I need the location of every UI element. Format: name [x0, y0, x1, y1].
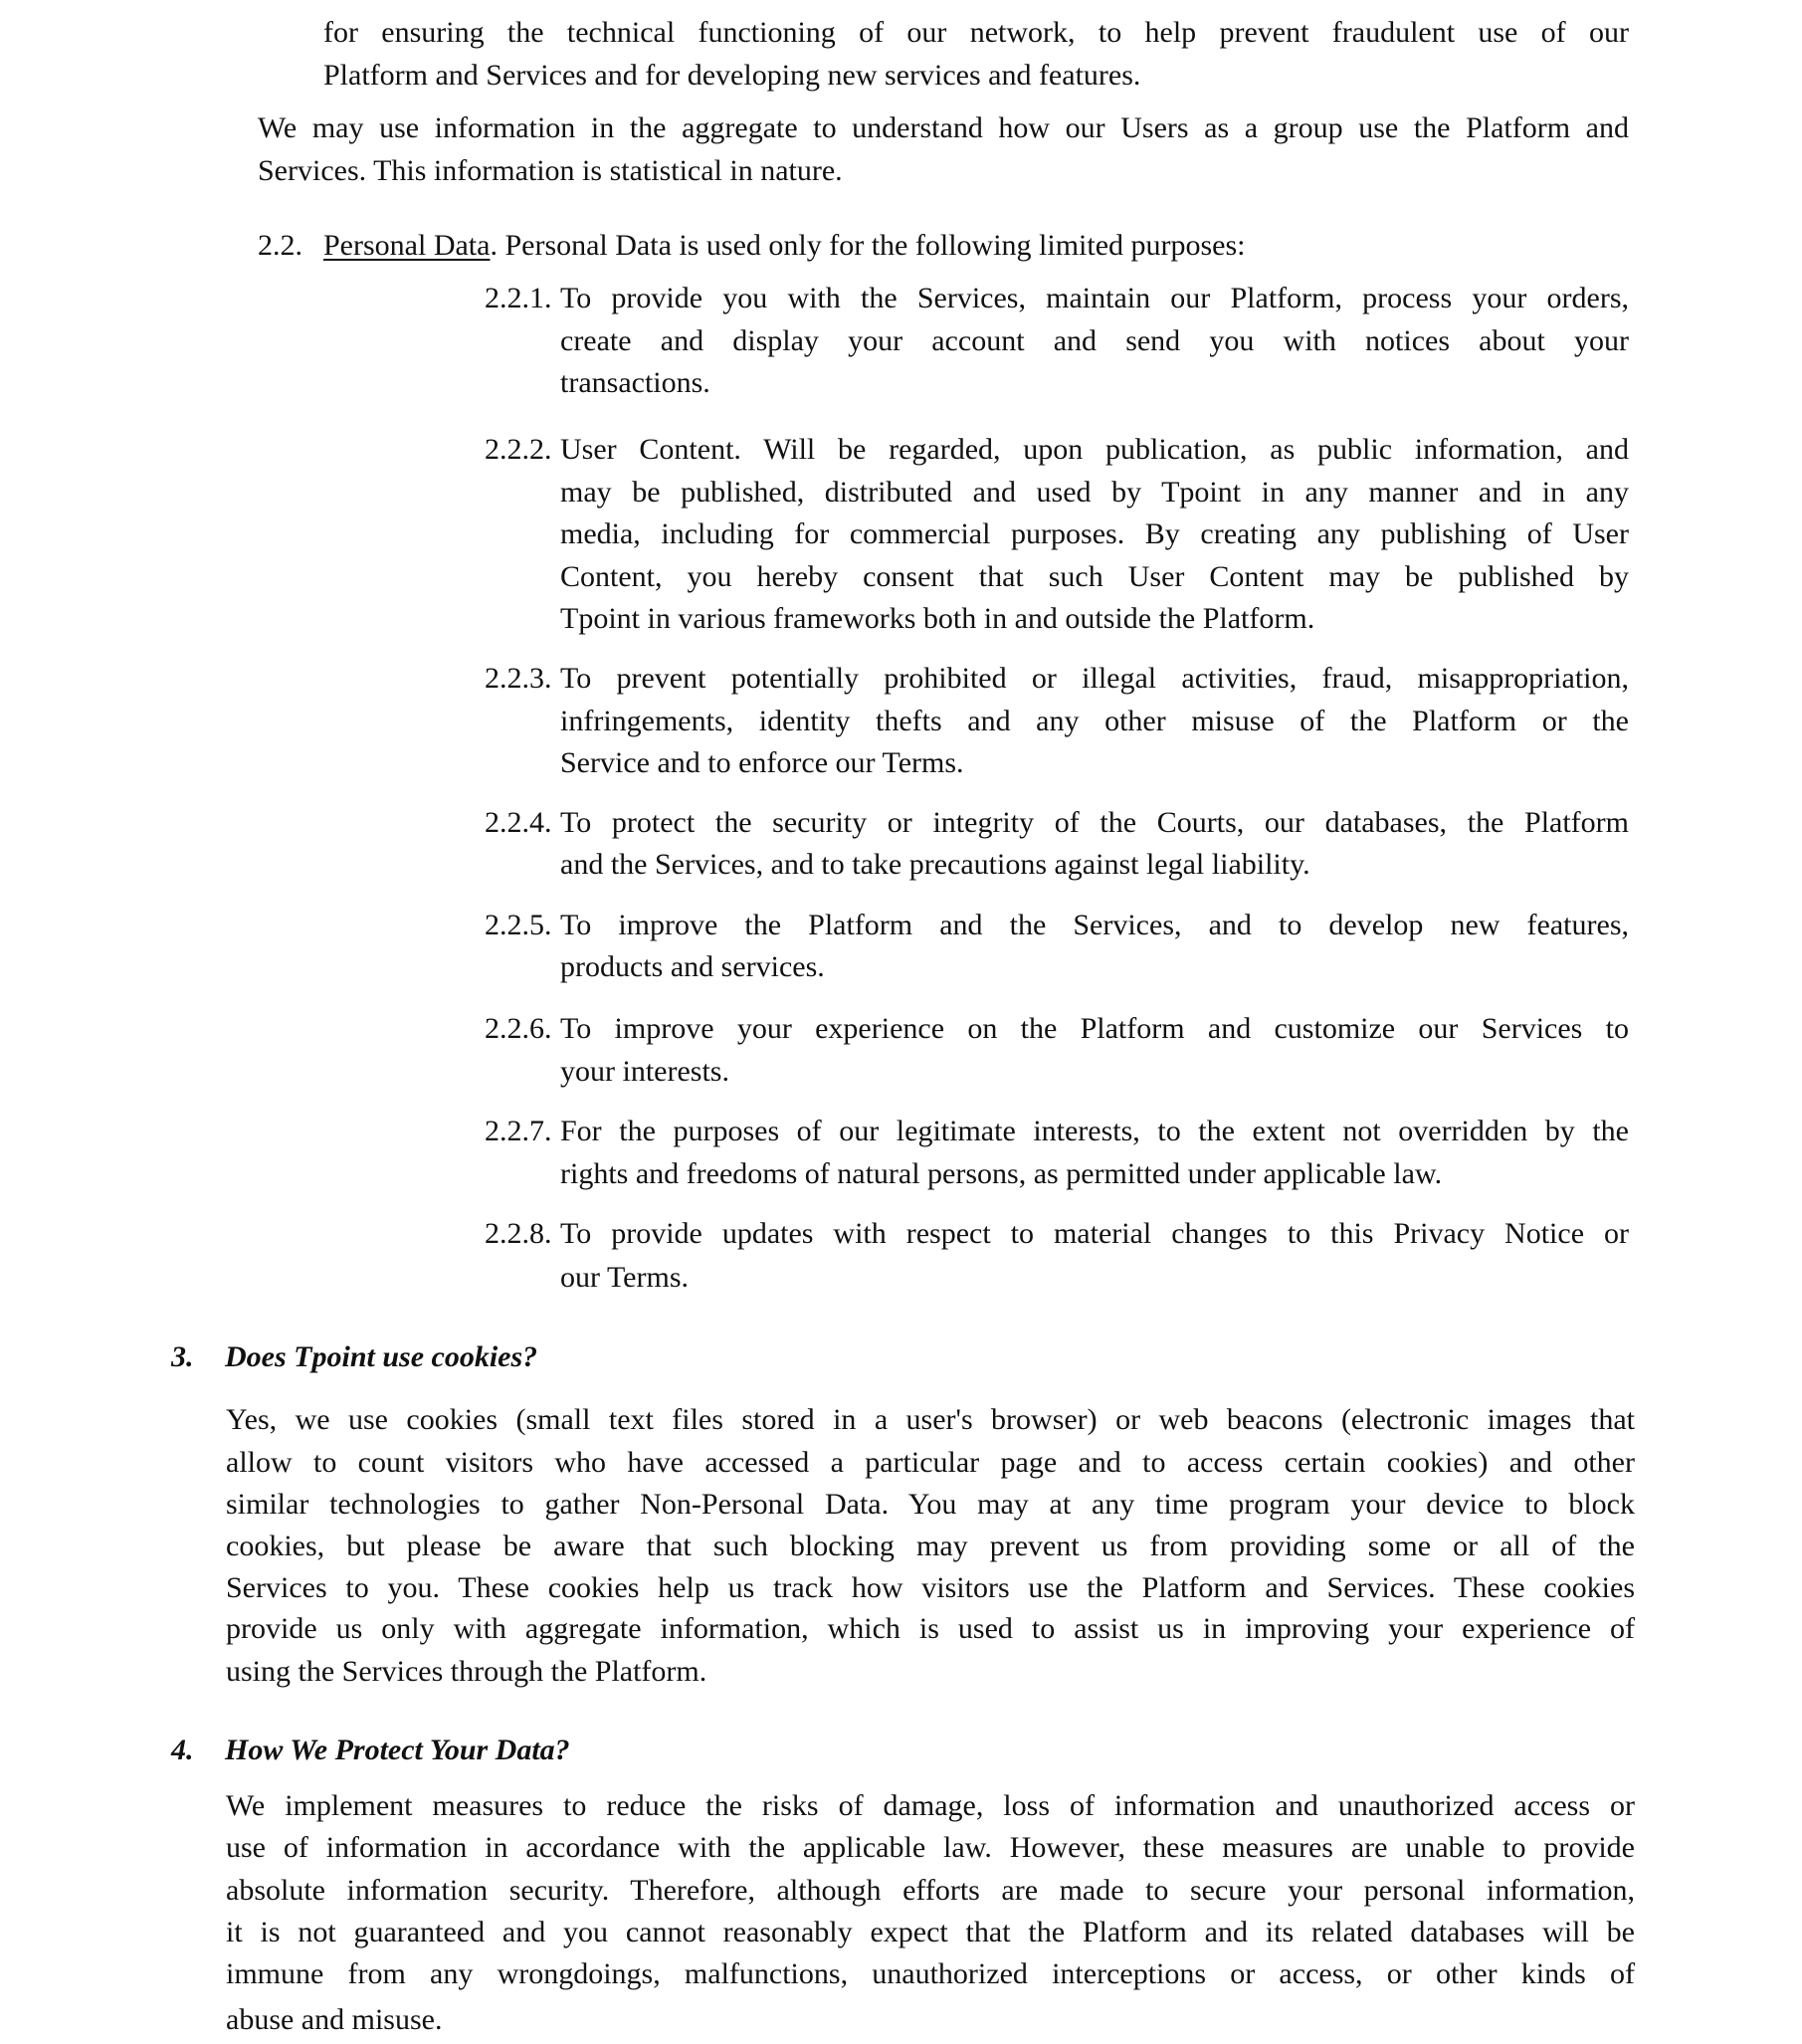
text-line: Content, you hereby consent that such User Content may be published by — [560, 560, 1629, 593]
text-line: your interests. — [560, 1055, 729, 1088]
section-title-personal-data: Personal Data — [323, 229, 491, 262]
text-line: immune from any wrongdoings, malfunctions, unauthorized interceptions or access, or other kinds of — [226, 1957, 1635, 1990]
section-heading: Does Tpoint use cookies? — [225, 1340, 538, 1373]
text-line: cookies, but please be aware that such blocking may prevent us from providing some or all of the — [226, 1530, 1635, 1562]
text-line: User Content. Will be regarded, upon publication, as public information, and — [560, 433, 1629, 466]
text-line: may be published, distributed and used by Tpoint in any manner and in any — [560, 476, 1629, 509]
text-line: infringements, identity thefts and any other misuse of the Platform or the — [560, 705, 1629, 737]
section-number: 2.2. — [258, 229, 302, 262]
text-line: To improve the Platform and the Services, and to develop new features, — [560, 909, 1629, 941]
list-item-number: 2.2.1. — [485, 282, 552, 314]
text-line: it is not guaranteed and you cannot reasonably expect that the Platform and its related databases will be — [226, 1916, 1635, 1948]
section-number: 3. — [171, 1340, 194, 1373]
text-line: media, including for commercial purposes. By creating any publishing of User — [560, 517, 1629, 550]
text-line: Service and to enforce our Terms. — [560, 746, 964, 779]
text-line: To prevent potentially prohibited or illegal activities, fraud, misappropriation, — [560, 662, 1629, 695]
text-line: similar technologies to gather Non-Personal Data. You may at any time program your device to block — [226, 1488, 1635, 1521]
text-line: We may use information in the aggregate to understand how our Users as a group use the Platform and — [258, 111, 1629, 144]
list-item-number: 2.2.2. — [485, 433, 552, 466]
text-line: Tpoint in various frameworks both in and outside the Platform. — [560, 602, 1315, 635]
text-line: for ensuring the technical functioning of our network, to help prevent fraudulent use of our — [323, 16, 1629, 49]
text-line: transactions. — [560, 366, 710, 399]
text-line: To protect the security or integrity of the Courts, our databases, the Platform — [560, 806, 1629, 839]
text-line: products and services. — [560, 950, 825, 983]
text-line: To provide you with the Services, maintain our Platform, process your orders, — [560, 282, 1629, 314]
text-line: For the purposes of our legitimate interests, to the extent not overridden by the — [560, 1115, 1629, 1147]
text-line: absolute information security. Therefore, although efforts are made to secure your personal information, — [226, 1874, 1635, 1907]
text-line: use of information in accordance with the applicable law. However, these measures are unable to provide — [226, 1831, 1635, 1864]
text-line: Platform and Services and for developing new services and features. — [323, 59, 1141, 92]
section-intro-text: . Personal Data is used only for the following limited purposes: — [490, 229, 1246, 262]
text-line: rights and freedoms of natural persons, as permitted under applicable law. — [560, 1157, 1443, 1190]
list-item-number: 2.2.7. — [485, 1115, 552, 1147]
section-title-line — [323, 231, 1629, 261]
text-line: Services. This information is statistical in nature. — [258, 154, 843, 187]
text-line: To improve your experience on the Platform and customize our Services to — [560, 1012, 1629, 1045]
text-line: We implement measures to reduce the risks of damage, loss of information and unauthorized access or — [226, 1789, 1635, 1822]
text-line: Yes, we use cookies (small text files stored in a user's browser) or web beacons (electronic images that — [226, 1403, 1635, 1436]
list-item-number: 2.2.5. — [485, 909, 552, 941]
text-line: create and display your account and send you with notices about your — [560, 324, 1629, 357]
text-line: To provide updates with respect to material changes to this Privacy Notice or — [560, 1217, 1629, 1250]
text-line: using the Services through the Platform. — [226, 1655, 707, 1688]
text-line: Services to you. These cookies help us track how visitors use the Platform and Services. These cookies — [226, 1571, 1635, 1604]
text-line: allow to count visitors who have accessed a particular page and to access certain cookies) and other — [226, 1446, 1635, 1479]
list-item-number: 2.2.4. — [485, 806, 552, 839]
text-line: abuse and misuse. — [226, 2003, 443, 2036]
section-number: 4. — [171, 1734, 194, 1766]
section-heading: How We Protect Your Data? — [225, 1734, 570, 1766]
text-line: and the Services, and to take precautions against legal liability. — [560, 848, 1310, 881]
text-line: provide us only with aggregate information, which is used to assist us in improving your experience of — [226, 1612, 1635, 1645]
text-line: our Terms. — [560, 1261, 689, 1294]
list-item-number: 2.2.3. — [485, 662, 552, 695]
list-item-number: 2.2.6. — [485, 1012, 552, 1045]
list-item-number: 2.2.8. — [485, 1217, 552, 1250]
